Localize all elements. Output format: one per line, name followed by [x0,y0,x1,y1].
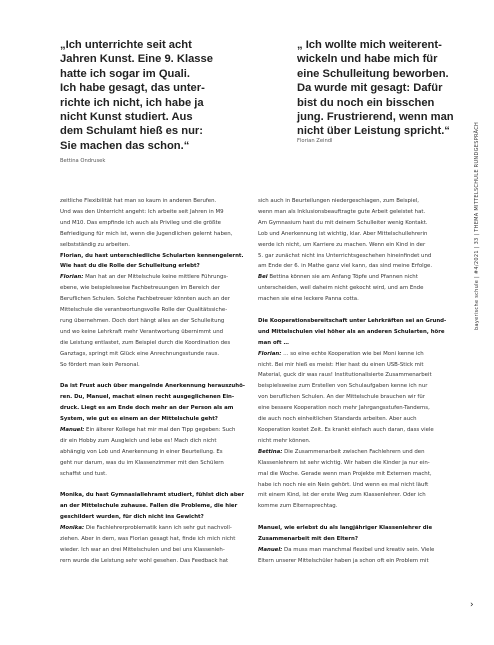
quote-line: „Ich unterrichte seit acht [60,39,192,51]
text-line [60,556,250,567]
line-text: Befriedigung für mich ist, wenn die Jugendlichen gelernt haben, [60,230,233,237]
line-text: rung übernehmen. Doch dort hängt alles an der Schulleitung [60,317,225,324]
line-text: Klassenlehrern ist sehr wichtig. Wir haben die Kinder ja nur ein- [258,459,430,466]
line-text: zeitliche Flexibilität hat man so kaum in anderen Berufen. [60,198,217,204]
paragraph-gap [258,305,454,316]
speaker-name: Manuel: [258,546,283,553]
line-text: und M10. Das empfinde ich auch als Privileg und die größte [60,219,221,226]
line-text: 5. gar zunächst nicht ins Unterrichtsgeschehen hineinfindet und [258,252,432,259]
speaker-name: Florian: [60,274,84,281]
text-line [258,425,454,436]
quote-line: dem Schulamt hieß es nur: [60,125,203,138]
text-line [60,523,250,534]
line-text: Mittelschule die verantwortungsvolle Rolle der Qualitätssiche- [60,307,228,314]
line-text: Ein älterer Kollege hat mir mal den Tipp gegeben: Such [84,427,236,434]
line-text: selbstständig zu arbeiten. [60,241,130,248]
text-line [258,436,454,447]
interview-question-line [258,316,454,327]
line-text: abhängig von Lob und Anerkennung in einer Beurteilung. Es [60,448,223,455]
interview-question-line [60,512,250,523]
text-line [60,469,250,480]
text-line [258,294,454,305]
text-line [258,349,454,360]
line-text: Da muss man manchmal flexibel und kreativ sein. Viele [282,546,435,553]
text-line [60,338,250,349]
line-text: mal die Woche. Gerade wenn man Projekte mit Externen macht, [258,470,432,477]
line-text: druck. Liegt es am Ende doch mehr an der Person als am [60,405,234,412]
text-line [60,327,250,338]
text-line [60,218,250,229]
line-text: Kooperation kostet Zeit. Es krankt einfach auch daran, dass viele [258,427,434,434]
interview-question-line [60,501,250,512]
line-text: nicht. Bei mir hieß es meist: Hier hast du einen USB-Stick mit [258,361,424,368]
line-text: Ganztags, springt mit Glück eine Anrechnungsstunde raus. [60,350,220,357]
text-line [258,556,454,567]
line-text: Die Fachlehrerproblematik kann ich sehr gut nachvoll- [84,525,232,532]
line-text: Zusammenarbeit mit den Eltern? [258,536,358,543]
speaker-name: Manuel: [60,427,85,434]
line-text: mit einem Kind, ist der erste Weg zum Klassenlehrer. Oder ich [258,492,426,499]
line-text: Material, guck dir was raus! Institutionalisierte Zusammenarbeit [258,372,432,379]
quote-line: richte ich nicht, ich habe ja [60,96,204,109]
line-text: von beruflichen Schulen. An der Mittelschule brauchen wir für [258,394,425,401]
interview-question-line [258,338,454,349]
quote-author-right: Florian Zeindl [297,138,333,144]
quote-line: nicht Kunst studiert. Aus [60,111,193,124]
quote-line: Da wurde mit gesagt: Dafür [297,82,443,95]
text-line [258,447,454,458]
quote-line: bist du noch ein bisschen [297,96,435,109]
text-line [60,229,250,240]
text-line [258,490,454,501]
text-line [258,403,454,414]
text-line [60,196,250,207]
text-line [258,480,454,491]
text-line [258,283,454,294]
text-line [60,425,250,436]
line-text: … so eine echte Kooperation wie bei Moni kenne ich [281,350,424,357]
speaker-name: Florian: [258,350,282,357]
quote-line: jung. Frustrierend, wenn man [297,111,454,124]
line-text: Beruflichen Schulen. Solche Fachbetreuer könnten auch an der [60,296,230,303]
text-line [258,545,454,556]
pull-quote-right-text [297,38,454,139]
line-text: Manuel, wie erlebst du als langjähriger Klassenlehrer die [258,525,433,532]
interview-question-line [60,251,250,262]
line-text: Da ist Frust auch über mangelnde Anerkennung herauszuhö- [60,383,246,390]
running-footer-text: bayerische schule | #4/2021 | 33 | THEMA MITTELSCHULE RUNDGESPRÄCH [474,121,480,330]
quote-line: „ Ich wollte mich weiterent- [297,39,442,51]
interview-question-line [60,261,250,272]
line-text: dir ein Hobby zum Ausgleich und lebe es! Mach dich nicht [60,437,217,444]
line-text: man oft … [258,339,289,346]
line-text: ebene, wie beispielsweise Fachbetreuungen im Bereich der [60,285,220,292]
interview-question-line [60,381,250,392]
line-text: Wie hast du die Rolle der Schulleitung erlebt? [60,263,200,270]
interview-question-line [60,392,250,403]
line-text: Monika, du hast Gymnasiallehramt studiert, fühlst dich aber [60,492,244,499]
paragraph-gap [60,480,250,491]
text-line [258,501,454,512]
line-text: die auch noch einheitlichen Standards arbeiten. Aber auch [258,416,417,423]
text-line [60,447,250,458]
text-line [60,240,250,251]
text-line [258,261,454,272]
quote-line: nicht über Leistung spricht.“ [297,125,450,138]
speaker-name: Bettina: [258,448,283,455]
line-text: wenn man als Inklusionsbeauftragte gute Arbeit geleistet hat. [258,208,426,215]
text-line [60,360,250,371]
text-line [258,414,454,425]
line-text: rern wurde die Leistung sehr wohl gesehen. Das Feedback hat [60,557,229,564]
quote-line: Sie machen das schon.“ [60,139,190,152]
text-line [258,218,454,229]
line-text: Eltern unserer Mittelschüler haben ja schon oft ein Problem mit [258,557,429,564]
line-text: schaffst und tust. [60,470,107,477]
paragraph-gap [60,371,250,382]
line-text: ziehen. Aber in dem, was Florian gesagt hat, finde ich mich nicht [60,536,236,543]
text-line [60,294,250,305]
speaker-name: Bei [258,274,268,281]
interview-question-line [258,534,454,545]
line-text: die Leistung entlastet, zum Beispiel durch die Koordination des [60,339,231,346]
interview-question-line [60,490,250,501]
text-line [258,251,454,262]
quote-line: eine Schulleitung beworben. [297,67,449,80]
quote-line: Jahren Kunst. Eine 9. Klasse [60,53,213,66]
article-column-left [60,196,250,567]
paragraph-gap [258,512,454,523]
speaker-name: Monika: [60,525,85,532]
line-text: geht nur darum, was du im Klassenzimmer mit den Schülern [60,459,224,466]
interview-question-line [258,327,454,338]
quote-line: wickeln und habe mich für [297,53,438,66]
interview-question-line [60,403,250,414]
text-line [258,207,454,218]
text-line [258,458,454,469]
text-line [60,349,250,360]
text-line [258,196,454,207]
text-line [258,272,454,283]
line-text: eine bessere Kooperation noch mehr Jahrgangsstufen-Tandems, [258,405,430,412]
text-line [258,381,454,392]
line-text: und wo keine Lehrkraft mehr Verantwortung übernimmt und [60,328,224,335]
line-text: und Mittelschulen viel höher als an anderen Schularten, höre [258,328,445,335]
continue-arrow-icon: › [470,600,474,610]
line-text: komme zum Elternsprechtag. [258,503,338,510]
line-text: wieder. Ich war an drei Mittelschulen und bei uns Klassenleh- [60,546,225,553]
text-line [60,207,250,218]
line-text: machen sie eine leckere Panna cotta. [258,296,359,303]
line-text: Die Kooperationsbereitschaft unter Lehrkräften sei an Grund- [258,317,447,324]
text-line [258,229,454,240]
text-line [258,360,454,371]
line-text: nicht mehr können. [258,437,311,444]
pull-quote-left [60,38,213,153]
line-text: Lob und Anerkennung ist wichtig, klar. Aber Mittelschullehrerin [258,230,428,237]
line-text: Man hat an der Mittelschule keine mittlere Führungs- [83,274,229,281]
quote-author-left: Bettina Ondrusek [60,158,106,164]
line-text: am Ende der 6. in Mathe ganz viel kann, das sind meine Erfolge. [258,263,433,270]
pull-quote-left-text [60,38,213,153]
text-line [258,392,454,403]
line-text: Die Zusammenarbeit zwischen Fachlehrern und den [282,448,425,455]
quote-line: Ich habe gesagt, das unter- [60,82,205,95]
line-text: ren. Du, Manuel, machst einen recht ausgeglichenen Ein- [60,394,235,401]
text-line [258,469,454,480]
line-text: So fördert man kein Personal. [60,361,140,368]
line-text: geschildert wurden, für dich nicht ins Gewicht? [60,514,204,521]
interview-question-line [60,414,250,425]
line-text: System, wie gut es einem an der Mittelschule geht? [60,416,218,423]
quote-line: hatte ich sogar im Quali. [60,67,190,80]
text-line [60,316,250,327]
text-line [60,534,250,545]
text-line [258,240,454,251]
text-line [60,545,250,556]
text-line [258,370,454,381]
line-text: an der Mittelschule zuhause. Fallen die Probleme, die hier [60,503,238,510]
interview-question-line [258,523,454,534]
line-text: beispielsweise zum Erstellen von Schulaufgaben kenne ich nur [258,383,428,390]
text-line [60,436,250,447]
article-column-right [258,196,454,567]
line-text: unterscheiden, weil daheim nicht gekocht wird, und am Ende [258,285,424,292]
text-line [60,283,250,294]
line-text: Bettina können sie am Anfang Töpfe und Pfannen nicht [267,274,418,281]
line-text: Am Gymnasium hast du mit deinem Schulleiter wenig Kontakt. [258,219,428,226]
line-text: werde ich nicht, um Karriere zu machen. Wenn ein Kind in der [258,241,426,248]
line-text: Florian, du hast unterschiedliche Schularten kennengelernt. [60,252,244,259]
text-line [60,272,250,283]
pull-quote-right [297,38,454,139]
text-line [60,305,250,316]
line-text: habe ich noch nie ein Nein gehört. Und wenn es mal nicht läuft [258,481,429,488]
text-line [60,458,250,469]
line-text: Und was den Unterricht angeht: Ich arbeite seit Jahren in M9 [60,208,224,215]
line-text: sich auch in Beurteilungen niedergeschlagen, zum Beispiel, [258,198,419,204]
